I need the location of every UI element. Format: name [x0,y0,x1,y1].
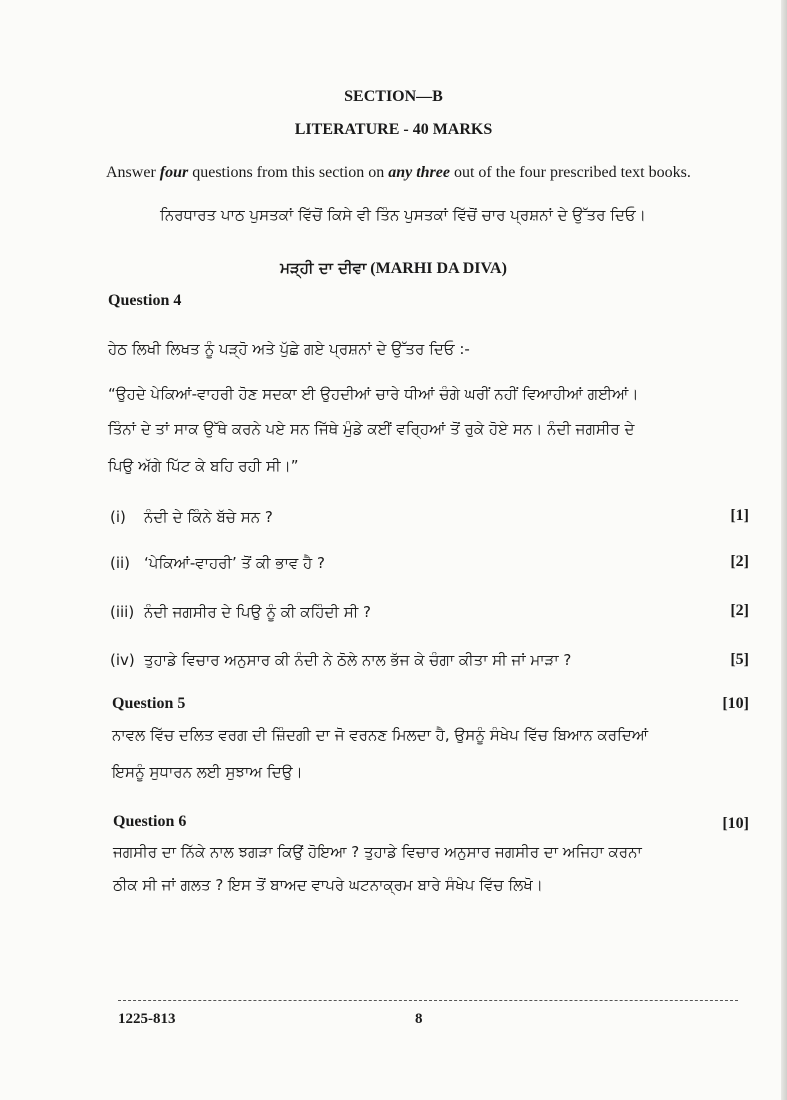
instruction-en-any-three: any three [388,164,450,181]
sub-question-number: (iii) [110,603,135,621]
sub-question-number: (i) [110,508,126,526]
passage-line: “ਉਹਦੇ ਪੇਕਿਆਂ-ਵਾਹਰੀ ਹੋਣ ਸਦਕਾ ਈ ਉਹਦੀਆਂ ਚਾਰੇ ਧੀਆਂ ਚੰਗੇ ਘਰੀਂ ਨਹੀਂ ਵਿਆਹੀਆਂ ਗਈਆਂ। [108,385,639,403]
question-6-line: ਠੀਕ ਸੀ ਜਾਂ ਗਲਤ ? ਇਸ ਤੋਂ ਬਾਅਦ ਵਾਪਰੇ ਘਟਨਾਕ੍ਰਮ ਬਾਰੇ ਸੰਖੇਪ ਵਿੱਚ ਲਿਖੋ। [113,876,543,894]
book-title [0,259,787,278]
page-number: 8 [415,1011,423,1027]
question-5-line: ਨਾਵਲ ਵਿੱਚ ਦਲਿਤ ਵਰਗ ਦੀ ਜ਼ਿੰਦਗੀ ਦਾ ਜੋ ਵਰਨਣ ਮਿਲਦਾ ਹੈ, ਉਸਨੂੰ ਸੰਖੇਪ ਵਿੱਚ ਬਿਆਨ ਕਰਦਿਆਂ [112,726,649,744]
sub-question-number: (iv) [110,651,135,669]
passage-line: ਪਿਉ ਅੱਗੇ ਪਿੱਟ ਕੇ ਬਹਿ ਰਹੀ ਸੀ।” [108,457,299,475]
question-5-line: ਇਸਨੂੰ ਸੁਧਾਰਨ ਲਈ ਸੁਝਾਅ ਦਿਉ। [112,763,303,781]
instruction-en-four: four [159,164,189,181]
question-4-prompt: ਹੇਠ ਲਿਖੀ ਲਿਖਤ ਨੂੰ ਪੜ੍ਹੋ ਅਤੇ ਪੁੱਛੇ ਗਏ ਪ੍ਰਸ਼ਨਾਂ ਦੇ ਉੱਤਰ ਦਿਓ :- [108,340,470,358]
passage-line: ਤਿੰਨਾਂ ਦੇ ਤਾਂ ਸਾਕ ਉੱਥੇ ਕਰਨੇ ਪਏ ਸਨ ਜਿੱਥੇ ਮੁੰਡੇ ਕਈਂ ਵਰ੍ਹਿਆਂ ਤੋਂ ਰੁਕੇ ਹੋਏ ਸਨ। ਨੰਦੀ ਜਗਸੀਰ ਦੇ [108,420,635,438]
page-edge-shadow [781,0,787,1100]
question-6-line: ਜਗਸੀਰ ਦਾ ਨਿੱਕੇ ਨਾਲ ਝਗੜਾ ਕਿਉਂ ਹੋਇਆ ? ਤੁਹਾਡੇ ਵਿਚਾਰ ਅਨੁਸਾਰ ਜਗਸੀਰ ਦਾ ਅਜਿਹਾ ਕਰਨਾ [113,843,642,861]
sub-question [110,554,325,572]
sub-question-text: ਨੰਦੀ ਜਗਸੀਰ ਦੇ ਪਿਉ ਨੂੰ ਕੀ ਕਹਿੰਦੀ ਸੀ ? [144,603,371,621]
sub-question-marks: [2] [730,602,749,619]
sub-question-text: ਤੁਹਾਡੇ ਵਿਚਾਰ ਅਨੁਸਾਰ ਕੀ ਨੰਦੀ ਨੇ ਠੋਲੇ ਨਾਲ ਭੱਜ ਕੇ ਚੰਗਾ ਕੀਤਾ ਸੀ ਜਾਂ ਮਾੜਾ ? [144,651,572,669]
sub-question-marks: [1] [730,507,749,524]
question-5-marks: [10] [722,695,749,712]
sub-question-number: (ii) [110,554,131,572]
instruction-pa: ਨਿਰਧਾਰਤ ਪਾਠ ਪੁਸਤਕਾਂ ਵਿੱਚੋਂ ਕਿਸੇ ਵੀ ਤਿੰਨ ਪੁਸਤਕਾਂ ਵਿੱਚੋਂ ਚਾਰ ਪ੍ਰਸ਼ਨਾਂ ਦੇ ਉੱਤਰ ਦਿਓ। [160,206,646,224]
sub-question [110,603,371,621]
sub-question-text: ‘ਪੇਕਿਆਂ-ਵਾਹਰੀ’ ਤੋਂ ਕੀ ਭਾਵ ਹੈ ? [144,554,325,572]
question-6-marks: [10] [722,815,749,832]
sub-question-text: ਨੰਦੀ ਦੇ ਕਿੰਨੇ ਬੱਚੇ ਸਨ ? [144,508,273,526]
instruction-en-prefix: Answer [106,164,160,181]
instruction-en-suffix: out of the four prescribed text books. [449,164,691,181]
sub-question-marks: [2] [730,553,749,570]
paper-code: 1225-813 [118,1011,176,1027]
section-title: SECTION—B [344,88,443,105]
book-title-en: (MARHI DA DIVA) [370,260,507,277]
sub-question-marks: [5] [730,651,749,668]
question-6-label: Question 6 [113,813,187,830]
book-title-pa: ਮੜ੍ਹੀ ਦਾ ਦੀਵਾ [280,259,367,277]
instruction-en-mid: questions from this section on [188,164,389,181]
question-5-label: Question 5 [112,695,186,712]
footer-divider [118,1000,738,1001]
section-subtitle: LITERATURE - 40 MARKS [294,121,493,138]
question-4-label: Question 4 [108,292,182,309]
sub-question [110,651,571,669]
instruction-en [106,164,691,182]
sub-question [110,508,273,526]
